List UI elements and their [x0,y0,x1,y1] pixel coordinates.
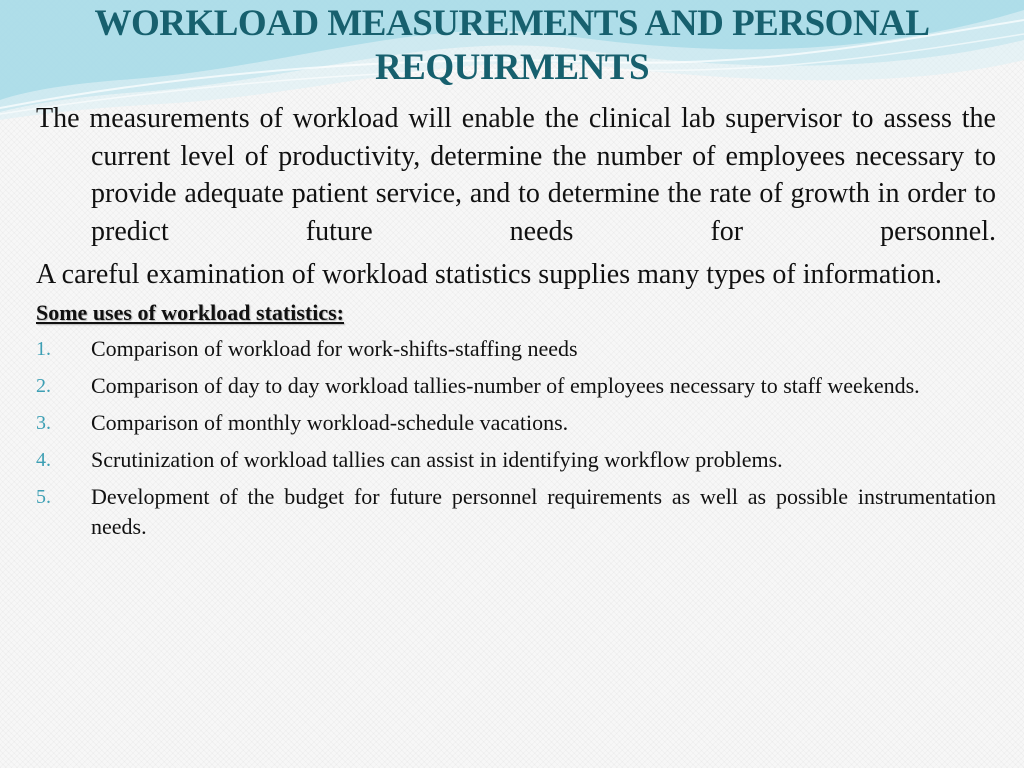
slide-content [36,100,996,549]
paragraph-workload-measurements: The measurements of workload will enable the clinical lab supervisor to assess the current level of productivity, determine the number of employees necessary to provide adequate patient service, and to determine the rate of growth in order to predict future needs for personnel. [36,103,996,247]
uses-list [36,334,996,542]
list-item [36,408,996,438]
list-item [36,482,996,542]
list-text: Development of the budget for future personnel requirements as well as possible instrumentation needs. [91,483,996,539]
list-number: 3. [36,411,51,434]
list-number: 1. [36,337,51,360]
list-item [36,371,996,401]
title-line-2: REQUIRMENTS [374,47,650,88]
list-text: Scrutinization of workload tallies can assist in identifying workflow problems. [91,446,783,472]
list-item [36,334,996,364]
slide-title [0,2,1024,90]
list-item [36,445,996,475]
uses-heading: Some uses of workload statistics: [36,299,344,325]
paragraph-workload-statistics: A careful examination of workload statistics supplies many types of information. [36,259,942,290]
list-text: Comparison of day to day workload tallies-number of employees necessary to staff weekends. [91,372,920,398]
list-number: 5. [36,485,51,508]
list-text: Comparison of monthly workload-schedule vacations. [91,409,569,435]
list-number: 2. [36,374,51,397]
list-number: 4. [36,448,51,471]
title-line-1: WORKLOAD MEASUREMENTS AND PERSONAL [94,3,930,44]
list-text: Comparison of workload for work-shifts-staffing needs [91,335,578,361]
